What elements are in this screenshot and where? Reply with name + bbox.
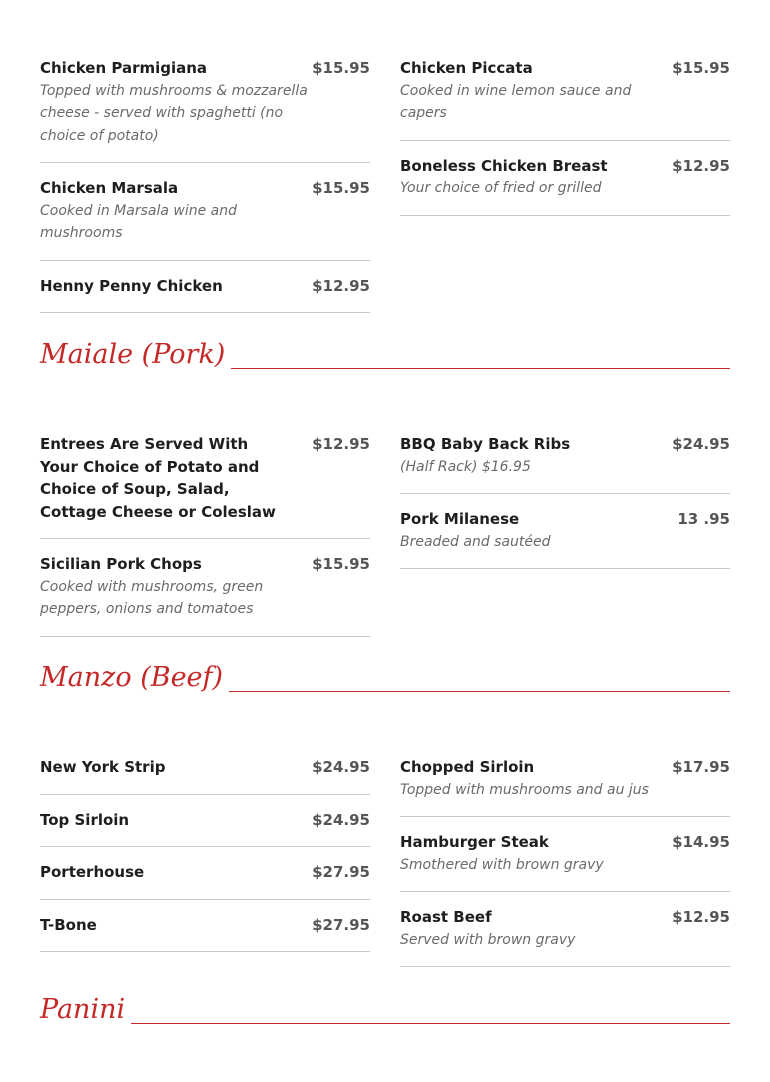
beef-left-column [40, 756, 370, 966]
item-name: Chopped Sirloin [400, 758, 535, 776]
item-price: $17.95 [672, 758, 730, 776]
item-name: Pork Milanese [400, 510, 520, 528]
chicken-right-column [400, 57, 730, 230]
item-description: Breaded and sautéed [400, 533, 551, 550]
menu-item [400, 906, 730, 967]
section-header-panini [40, 989, 730, 1024]
menu-item [40, 433, 370, 539]
item-name: New York Strip [40, 758, 166, 776]
item-description: Your choice of fried or grilled [400, 180, 602, 196]
item-name: T-Bone [40, 915, 97, 934]
item-description: Cooked in wine lemon sauce and capers [400, 82, 632, 121]
item-price: $12.95 [312, 435, 370, 453]
item-name: Chicken Parmigiana [40, 59, 208, 77]
menu-item [400, 756, 730, 817]
item-description: Served with brown gravy [400, 931, 576, 948]
item-name: Sicilian Pork Chops [40, 555, 202, 573]
section-title: Panini [40, 993, 131, 1027]
item-price: 13 .95 [677, 510, 730, 528]
item-name: Chicken Marsala [40, 179, 179, 197]
item-price: $15.95 [312, 59, 370, 77]
item-price: $15.95 [672, 59, 730, 77]
menu-item [40, 57, 370, 163]
item-name: Entrees Are Served With Your Choice of Potato and Choice of Soup, Salad, Cottage Cheese or Coleslaw [40, 435, 276, 521]
pork-right-column [400, 433, 730, 583]
section-header-beef [40, 657, 730, 692]
item-price: $24.95 [672, 435, 730, 453]
menu-item [400, 155, 730, 216]
item-description: Topped with mushrooms & mozzarella cheese - served with spaghetti (no choice of potato) [40, 82, 308, 144]
menu-item [400, 831, 730, 892]
chicken-left-column [40, 57, 370, 327]
section-title: Manzo (Beef) [40, 661, 229, 695]
item-price: $24.95 [312, 758, 370, 776]
item-price: $12.95 [312, 276, 370, 295]
item-price: $12.95 [672, 908, 730, 926]
item-description: Smothered with brown gravy [400, 856, 604, 873]
menu-item [40, 914, 370, 953]
item-price: $27.95 [312, 863, 370, 881]
item-price: $24.95 [312, 810, 370, 829]
item-name: Boneless Chicken Breast [400, 156, 608, 175]
item-name: Hamburger Steak [400, 833, 549, 851]
menu-item [40, 809, 370, 848]
item-price: $27.95 [312, 915, 370, 934]
section-header-pork [40, 334, 730, 369]
item-name: Roast Beef [400, 908, 492, 926]
item-description: (Half Rack) $16.95 [400, 458, 531, 475]
item-description: Cooked with mushrooms, green peppers, onions and tomatoes [40, 578, 264, 617]
beef-right-column [400, 756, 730, 981]
menu-item [400, 433, 730, 494]
item-price: $14.95 [672, 833, 730, 851]
section-title: Maiale (Pork) [40, 338, 231, 372]
item-price: $12.95 [672, 156, 730, 175]
pork-left-column [40, 433, 370, 651]
item-name: Top Sirloin [40, 810, 130, 829]
menu-item [40, 177, 370, 261]
item-price: $15.95 [312, 555, 370, 573]
item-description: Topped with mushrooms and au jus [400, 781, 649, 798]
item-name: Henny Penny Chicken [40, 276, 223, 295]
item-price: $15.95 [312, 179, 370, 197]
item-name: BBQ Baby Back Ribs [400, 435, 571, 453]
menu-item [40, 553, 370, 637]
item-description: Cooked in Marsala wine and mushrooms [40, 202, 237, 241]
menu-item [40, 756, 370, 795]
menu-item [400, 508, 730, 569]
item-name: Porterhouse [40, 863, 145, 881]
menu-item [400, 57, 730, 141]
menu-item [40, 275, 370, 314]
menu-item [40, 861, 370, 900]
item-name: Chicken Piccata [400, 59, 533, 77]
